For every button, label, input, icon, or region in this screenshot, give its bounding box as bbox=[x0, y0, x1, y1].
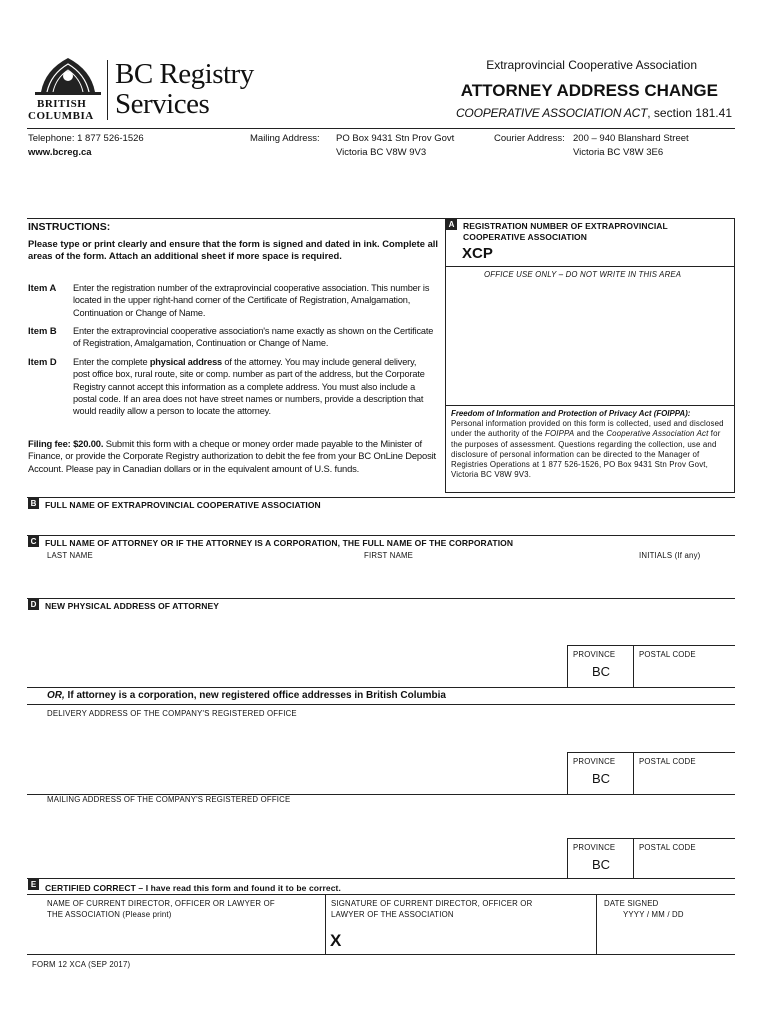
section-c-title: FULL NAME OF ATTORNEY OR IF THE ATTORNEY IS A CORPORATION, THE FULL NAME OF THE CORPORATION bbox=[45, 538, 514, 548]
section-b-title: FULL NAME OF EXTRAPROVINCIAL COOPERATIVE ASSOCIATION bbox=[45, 500, 321, 510]
first-name-label: FIRST NAME bbox=[364, 551, 414, 560]
foippa-text-part3: for the purposes of assessment. Questions regarding the collection, use and disclosure of personal information can be directed to the Manager of Registries Operations at 1 877 526-1526, PO Box 9431 Stn Prov Govt, Victoria BC V8W 9V3. bbox=[451, 429, 721, 480]
act-reference bbox=[456, 106, 732, 120]
form-id: FORM 12 XCA (SEP 2017) bbox=[32, 960, 131, 969]
bc-crest-icon bbox=[33, 52, 103, 96]
postal3-left-border bbox=[633, 838, 634, 878]
instructions-title: INSTRUCTIONS: bbox=[28, 221, 111, 233]
signature-left-border bbox=[325, 894, 326, 954]
item-d-text-before: Enter the complete bbox=[73, 357, 150, 367]
act-name: COOPERATIVE ASSOCIATION ACT bbox=[455, 106, 648, 120]
section-a-title-line2: COOPERATIVE ASSOCIATION bbox=[463, 232, 587, 242]
last-name-label: LAST NAME bbox=[47, 551, 93, 560]
logo-text-columbia: COLUMBIA bbox=[28, 110, 94, 122]
item-d-text bbox=[73, 356, 435, 417]
corporation-or-heading bbox=[47, 690, 446, 701]
act-section: , section 181.41 bbox=[647, 106, 732, 120]
telephone: Telephone: 1 877 526-1526 bbox=[28, 133, 144, 144]
date-format-label: YYYY / MM / DD bbox=[623, 910, 684, 919]
section-a-title-line1: REGISTRATION NUMBER OF EXTRAPROVINCIAL bbox=[463, 221, 668, 231]
mailing-address-label: Mailing Address: bbox=[250, 133, 320, 144]
registry-title-line2: Services bbox=[115, 88, 210, 120]
section-e-top-rule bbox=[27, 878, 735, 879]
province-value-3: BC bbox=[592, 857, 611, 872]
item-a-label: Item A bbox=[28, 282, 57, 293]
delivery-address-field[interactable] bbox=[28, 720, 566, 790]
province2-top-border bbox=[567, 752, 735, 753]
province-value-2: BC bbox=[592, 771, 611, 786]
foippa-italic-2: Cooperative Association Act bbox=[606, 429, 709, 439]
section-e-bottom-rule bbox=[27, 954, 735, 955]
or-italic: OR, bbox=[47, 690, 65, 701]
section-c-top-rule bbox=[27, 535, 735, 536]
foippa-text bbox=[451, 419, 733, 480]
province1-left-border bbox=[567, 645, 568, 687]
province1-top-border bbox=[567, 645, 735, 646]
section-b-marker: B bbox=[28, 498, 39, 509]
postal2-left-border bbox=[633, 752, 634, 794]
registration-prefix: XCP bbox=[462, 245, 493, 262]
province-label-3: PROVINCE bbox=[573, 843, 616, 852]
section-e-fields-rule bbox=[27, 894, 735, 895]
mailing-address-field[interactable] bbox=[28, 806, 566, 874]
item-a-text: Enter the registration number of the extraprovincial cooperative association. This number is located in the upper right-hand corner of the Certificate of Registration, Amalgamation, Continuation or Change of Name. bbox=[73, 283, 430, 318]
foippa-text-part2: and the bbox=[574, 429, 607, 439]
mailing-address-line2: Victoria BC V8W 9V3 bbox=[336, 147, 427, 158]
mailing-address-field-label: MAILING ADDRESS OF THE COMPANY'S REGISTERED OFFICE bbox=[47, 795, 291, 804]
item-d-text-after: of the attorney. You may include general delivery, post office box, rural route, site or comp. number as part of the address, but the Corporate Registry cannot accept this information as a complete address. You must also include a postal code. If an area does not have street names or numbers, provide a description that would readily allow a person to locate the attorney. bbox=[73, 357, 425, 417]
foippa-title: Freedom of Information and Protection of Privacy Act (FOIPPA): bbox=[451, 409, 691, 418]
section-a-divider bbox=[445, 266, 735, 267]
courier-address-label: Courier Address: bbox=[494, 133, 565, 144]
filing-fee-text: Submit this form with a cheque or money order made payable to the Minister of Finance, or provide the Corporate Registry authorization to debit the fee from your BC OnLine Deposit Account. Please pay in Canadian dollars or in the equivalent amount of U.S. funds. bbox=[28, 438, 436, 474]
website-link[interactable]: www.bcreg.ca bbox=[28, 147, 92, 158]
province2-left-border bbox=[567, 752, 568, 794]
province-label-2: PROVINCE bbox=[573, 757, 616, 766]
association-name-field[interactable] bbox=[28, 512, 734, 534]
item-d-text-bold: physical address bbox=[149, 357, 222, 367]
section-c-marker: C bbox=[28, 536, 39, 547]
postal-code-field-1[interactable] bbox=[636, 660, 733, 684]
date-signed-field[interactable] bbox=[600, 922, 733, 952]
header-rule bbox=[27, 128, 735, 129]
section-d-title: NEW PHYSICAL ADDRESS OF ATTORNEY bbox=[45, 601, 220, 611]
logo-divider bbox=[107, 60, 108, 120]
section-d-marker: D bbox=[28, 599, 39, 610]
instructions-intro: Please type or print clearly and ensure that the form is signed and dated in ink. Complete all areas of the form. Attach an additional sheet if more space is required. bbox=[28, 238, 438, 262]
signature-field[interactable] bbox=[348, 922, 593, 952]
item-b-label: Item B bbox=[28, 325, 57, 336]
logo-text-british: BRITISH bbox=[37, 98, 87, 110]
courier-address-line2: Victoria BC V8W 3E6 bbox=[573, 147, 664, 158]
initials-label: INITIALS (If any) bbox=[639, 551, 701, 560]
postal1-left-border bbox=[633, 645, 634, 687]
postal-code-field-3[interactable] bbox=[636, 853, 733, 877]
province-value-1: BC bbox=[592, 664, 611, 679]
mailing-address-line1: PO Box 9431 Stn Prov Govt bbox=[336, 133, 455, 144]
province3-left-border bbox=[567, 838, 568, 878]
attorney-address-field[interactable] bbox=[28, 614, 566, 684]
postal-code-label-2: POSTAL CODE bbox=[639, 757, 696, 766]
form-category: Extraprovincial Cooperative Association bbox=[486, 58, 697, 72]
registration-number-field[interactable] bbox=[460, 245, 730, 265]
last-name-field[interactable] bbox=[28, 562, 358, 594]
first-name-field[interactable] bbox=[362, 562, 632, 594]
foippa-top-rule bbox=[445, 405, 735, 406]
delivery-address-label: DELIVERY ADDRESS OF THE COMPANY'S REGISTERED OFFICE bbox=[47, 709, 297, 718]
section-d-top-rule bbox=[27, 598, 735, 599]
item-b-text: Enter the extraprovincial cooperative association's name exactly as shown on the Certificate of Registration, Amalgamation, Continuation or Change of Name. bbox=[73, 326, 434, 349]
date-left-border bbox=[596, 894, 597, 954]
province-label-1: PROVINCE bbox=[573, 650, 616, 659]
section-b-top-rule bbox=[27, 497, 735, 498]
bc-logo bbox=[27, 52, 107, 124]
postal-code-field-2[interactable] bbox=[636, 767, 733, 791]
signature-label-line1: SIGNATURE OF CURRENT DIRECTOR, OFFICER OR bbox=[331, 899, 533, 908]
filing-fee bbox=[28, 438, 436, 475]
item-d-label: Item D bbox=[28, 356, 57, 367]
section-a-marker: A bbox=[446, 219, 457, 230]
date-signed-label: DATE SIGNED bbox=[604, 899, 659, 908]
courier-address-line1: 200 – 940 Blanshard Street bbox=[573, 133, 689, 144]
postal-code-label-3: POSTAL CODE bbox=[639, 843, 696, 852]
signature-x-mark: X bbox=[330, 931, 342, 950]
foippa-notice bbox=[451, 409, 733, 480]
foippa-text-part1: Personal information provided on this form is collected, used and disclosed under the authority of the bbox=[451, 419, 724, 439]
section-d-or-rule bbox=[27, 687, 735, 688]
registry-title-line1: BC Registry bbox=[115, 58, 254, 90]
director-name-label-line1: NAME OF CURRENT DIRECTOR, OFFICER OR LAWYER OF bbox=[47, 899, 275, 908]
director-name-field[interactable] bbox=[30, 922, 322, 952]
office-use-only-note: OFFICE USE ONLY – DO NOT WRITE IN THIS AREA bbox=[484, 270, 682, 279]
section-e-title: CERTIFIED CORRECT – I have read this form and found it to be correct. bbox=[45, 883, 341, 893]
section-e-marker: E bbox=[28, 879, 39, 890]
filing-fee-bold: Filing fee: $20.00. bbox=[28, 438, 104, 449]
or-text: If attorney is a corporation, new registered office addresses in British Columbia bbox=[64, 690, 446, 701]
signature-label-line2: LAWYER OF THE ASSOCIATION bbox=[331, 910, 454, 919]
delivery-top-rule bbox=[27, 704, 735, 705]
province3-top-border bbox=[567, 838, 735, 839]
director-name-label-line2: THE ASSOCIATION (Please print) bbox=[47, 910, 172, 919]
form-title: ATTORNEY ADDRESS CHANGE bbox=[460, 81, 718, 100]
foippa-italic-1: FOIPPA bbox=[544, 429, 575, 439]
postal-code-label-1: POSTAL CODE bbox=[639, 650, 696, 659]
initials-field[interactable] bbox=[636, 562, 734, 594]
